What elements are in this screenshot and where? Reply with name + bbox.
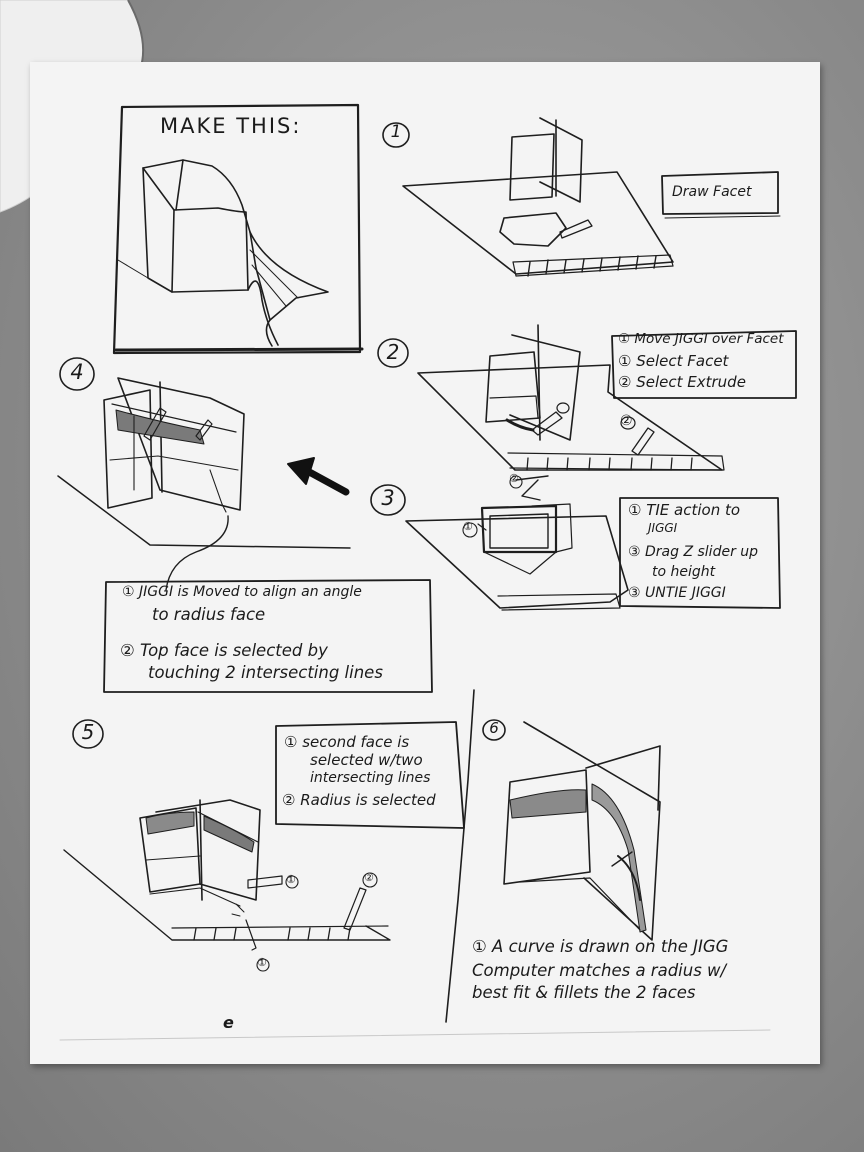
step3-line-4: to height <box>652 564 716 580</box>
arrow-to-step4 <box>288 458 346 492</box>
step1-number: 1 <box>390 122 402 142</box>
step2-line-1: ① Move JIGGI over Facet <box>618 331 784 347</box>
step5-callout-2: ② <box>364 871 374 884</box>
step1-label: Draw Facet <box>672 184 752 200</box>
step5-line-4: ② Radius is selected <box>282 791 436 809</box>
step5-line-3: intersecting lines <box>310 770 431 786</box>
step4-line-3: ② Top face is selected by <box>120 641 328 660</box>
step3-line-5: ③ UNTIE JIGGI <box>628 585 726 601</box>
make-this-title: MAKE THIS: <box>160 114 302 138</box>
divider-line <box>446 690 474 1022</box>
step6-number: 6 <box>489 719 499 737</box>
step2-number: 2 <box>386 340 400 364</box>
step3-callout-1: ① <box>463 520 473 533</box>
step5-line-1: ① second face is <box>284 733 410 751</box>
step3-number: 3 <box>381 486 395 510</box>
step6-line-3: best fit & fillets the 2 faces <box>472 983 696 1002</box>
step2-callout: ② <box>620 413 633 429</box>
step3-line-2: JIGGI <box>648 521 678 535</box>
step4-line-1: ① JIGGI is Moved to align an angle <box>122 584 362 600</box>
step3-line-3: ③ Drag Z slider up <box>628 544 759 560</box>
make-this-panel <box>114 105 362 353</box>
step3-callout-2: ② <box>509 472 519 485</box>
step6-line-1: ① A curve is drawn on the JIGG <box>472 937 729 956</box>
step5-number: 5 <box>81 720 95 744</box>
step6-line-2: Computer matches a radius w/ <box>472 961 727 980</box>
page-mark: e <box>223 1013 234 1032</box>
step2-line-3: ② Select Extrude <box>618 373 746 391</box>
step6-drawing <box>483 720 660 940</box>
step2-line-2: ① Select Facet <box>618 352 729 370</box>
step5-callout-3: ① <box>257 956 267 969</box>
step4-line-4: touching 2 intersecting lines <box>148 663 383 682</box>
step5-line-2: selected w/two <box>310 751 423 769</box>
step5-callout-1: ① <box>286 873 296 886</box>
step4-number: 4 <box>70 360 84 384</box>
step4-line-2: to radius face <box>152 605 266 624</box>
step3-line-1: ① TIE action to <box>628 501 741 519</box>
